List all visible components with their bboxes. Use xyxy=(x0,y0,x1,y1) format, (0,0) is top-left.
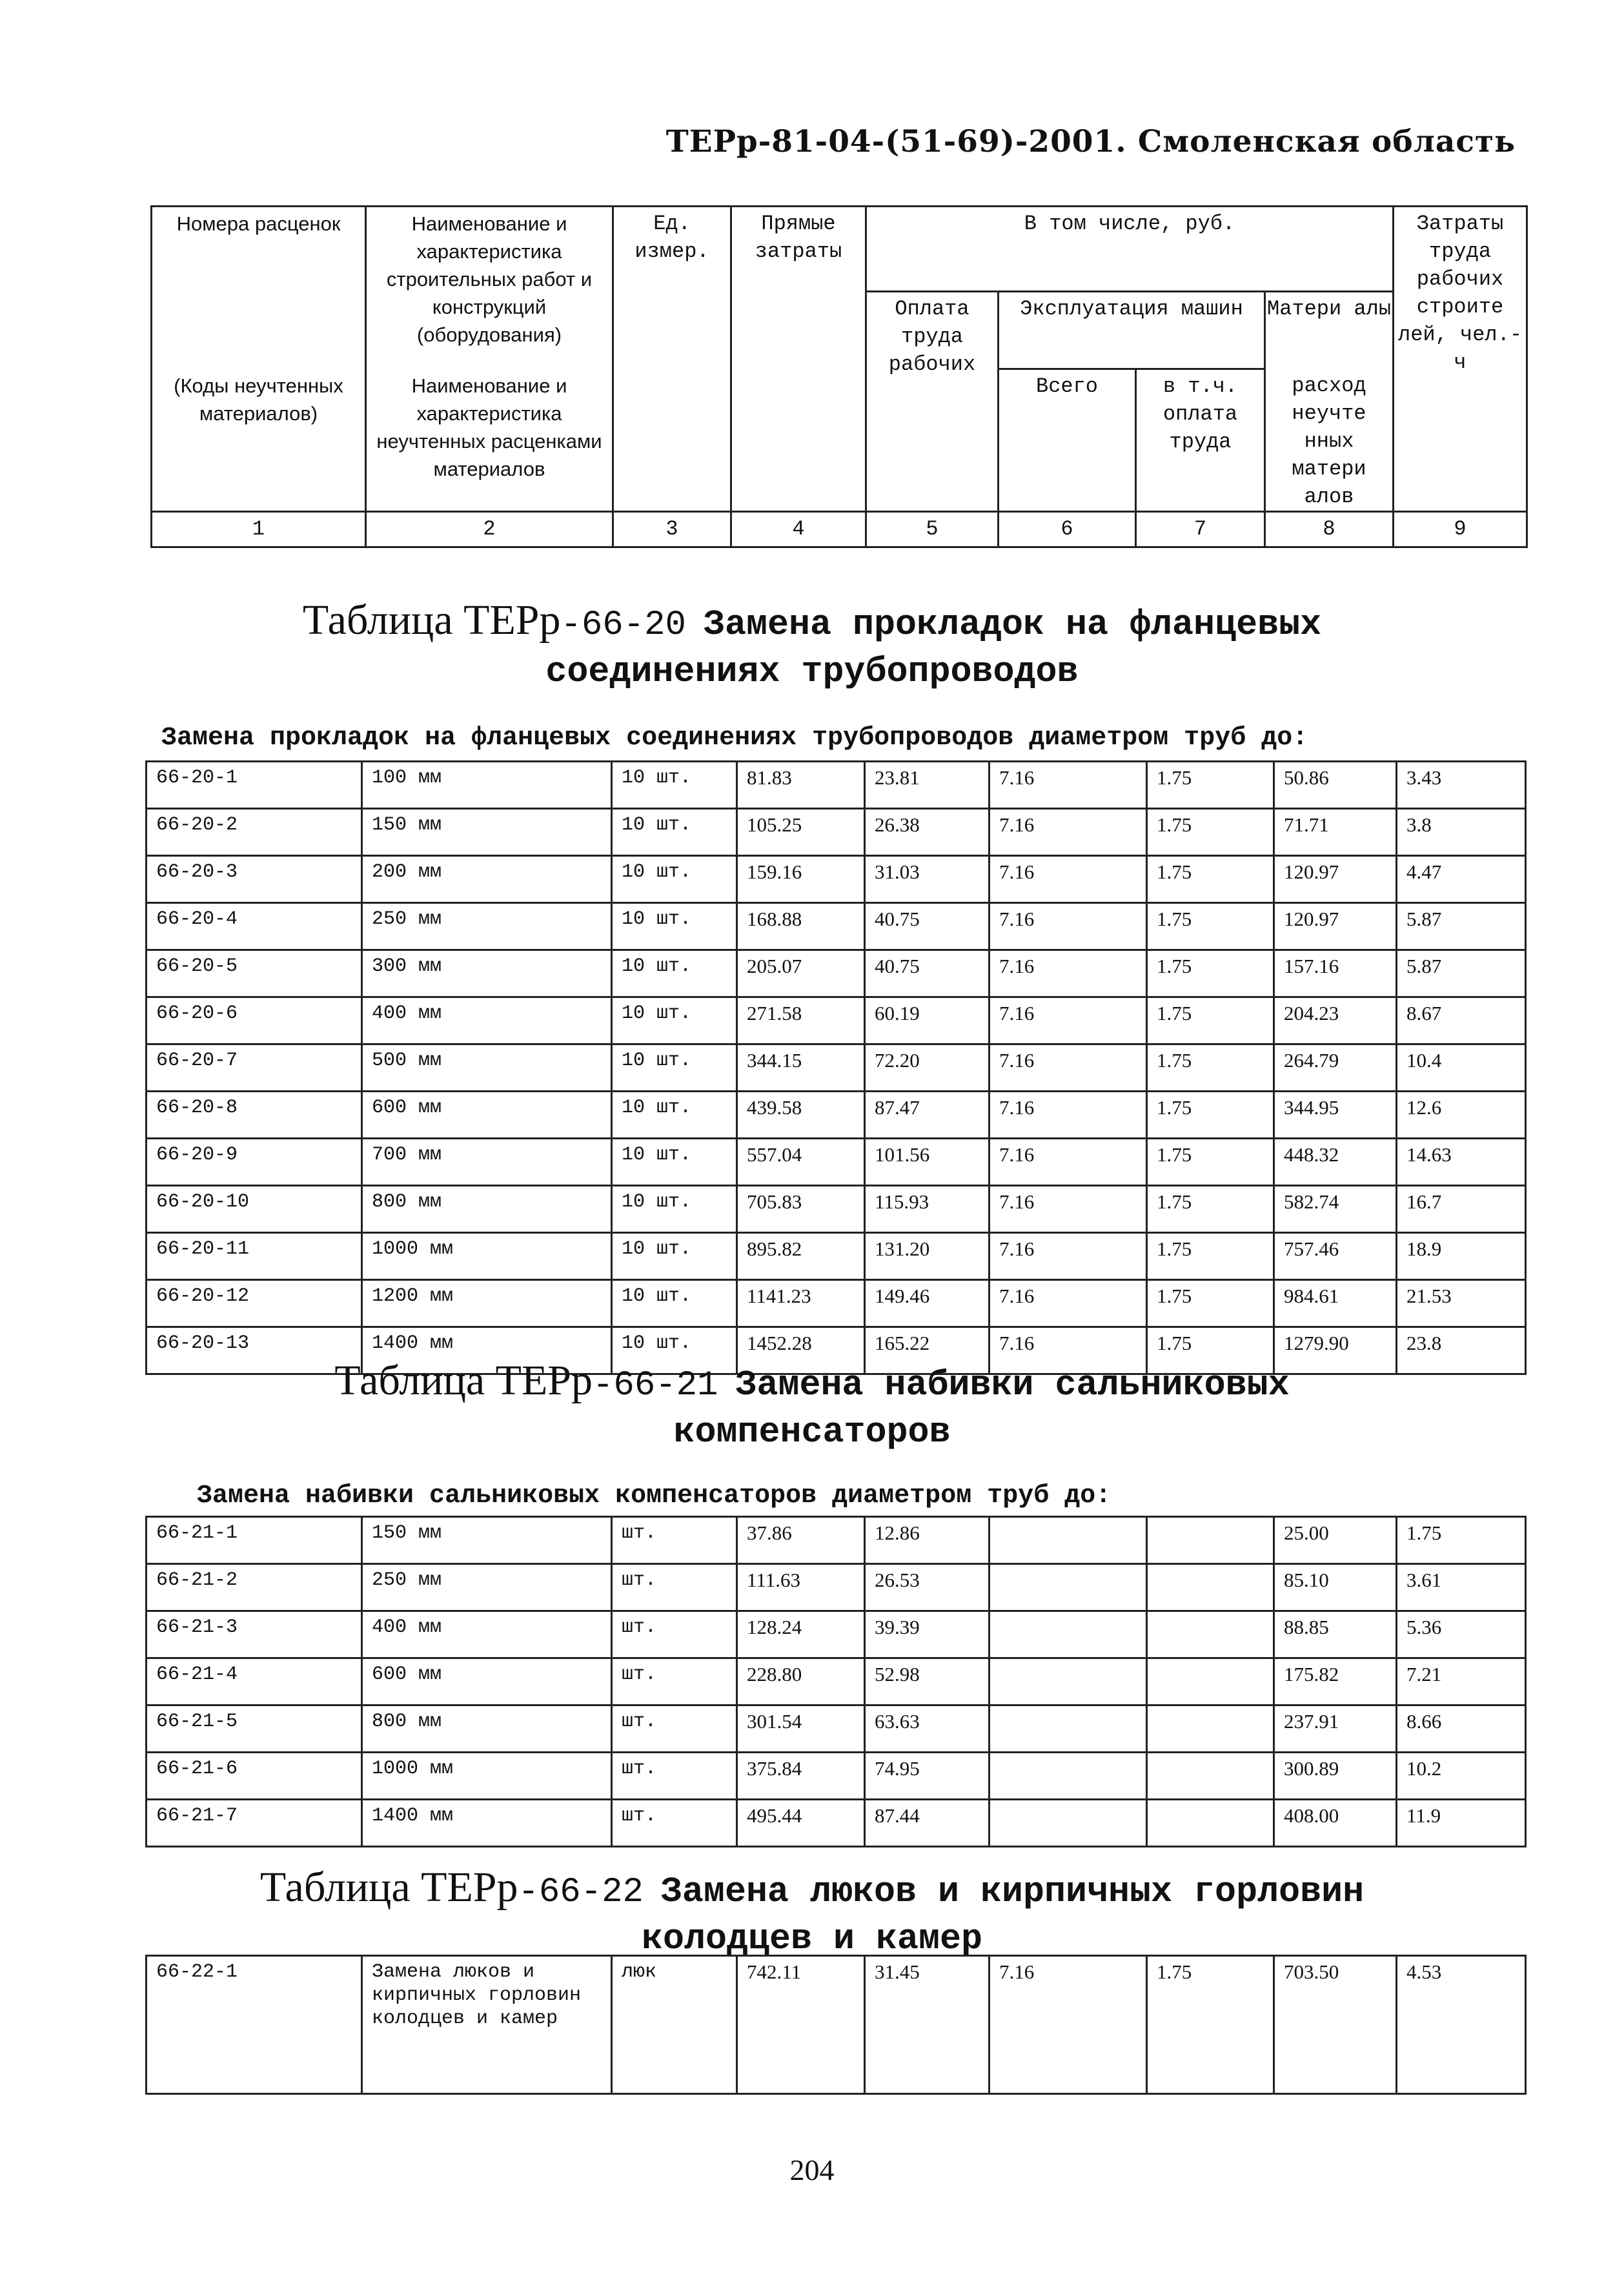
cell-labor: 63.63 xyxy=(865,1705,990,1753)
cell-labor: 165.22 xyxy=(865,1327,990,1374)
cell-labor: 39.39 xyxy=(865,1611,990,1658)
cell-hours: 1.75 xyxy=(1397,1517,1526,1564)
col-number: 7 xyxy=(1136,511,1265,547)
cell-mach-labor: 1.75 xyxy=(1147,1956,1274,2094)
cell-direct: 344.15 xyxy=(737,1044,865,1092)
table-row xyxy=(147,903,1526,950)
table-row xyxy=(147,1611,1526,1658)
cell-unit: 10 шт. xyxy=(612,809,737,856)
cell-hours: 10.2 xyxy=(1397,1753,1526,1800)
col-header-direct-costs: Прямые затраты xyxy=(731,207,866,512)
cell-labor: 23.81 xyxy=(865,762,990,809)
table-22-title xyxy=(0,1864,1624,1962)
col-number: 4 xyxy=(731,511,866,547)
cell-materials: 757.46 xyxy=(1274,1233,1397,1280)
cell-direct: 81.83 xyxy=(737,762,865,809)
cell-materials: 88.85 xyxy=(1274,1611,1397,1658)
cell-hours: 4.47 xyxy=(1397,856,1526,903)
col-header-labor-hours: Затраты труда рабочих строите лей, чел.-ч xyxy=(1394,207,1527,512)
table-22-title-code: -66-22 xyxy=(518,1873,644,1912)
cell-mach xyxy=(990,1753,1147,1800)
cell-name: 600 мм xyxy=(362,1092,612,1139)
cell-code: 66-21-7 xyxy=(147,1800,362,1847)
col-number: 1 xyxy=(152,511,366,547)
cell-mach-labor: 1.75 xyxy=(1147,1233,1274,1280)
table-20-title-text: Замена прокладок на фланцевых xyxy=(703,604,1322,645)
cell-materials: 408.00 xyxy=(1274,1800,1397,1847)
cell-hours: 5.87 xyxy=(1397,903,1526,950)
col-header-group: В том числе, руб. xyxy=(866,207,1394,292)
col-number: 8 xyxy=(1265,511,1394,547)
cell-mach-labor: 1.75 xyxy=(1147,1044,1274,1092)
cell-materials: 344.95 xyxy=(1274,1092,1397,1139)
col-header-materials: Матери алы xyxy=(1265,292,1394,369)
cell-code: 66-20-11 xyxy=(147,1233,362,1280)
cell-direct: 228.80 xyxy=(737,1658,865,1705)
cell-mach: 7.16 xyxy=(990,903,1147,950)
cell-unit: шт. xyxy=(612,1564,737,1611)
cell-unit: 10 шт. xyxy=(612,1233,737,1280)
cell-mach-labor: 1.75 xyxy=(1147,1139,1274,1186)
cell-direct: 105.25 xyxy=(737,809,865,856)
cell-labor: 26.53 xyxy=(865,1564,990,1611)
cell-code: 66-21-6 xyxy=(147,1753,362,1800)
cell-code: 66-21-2 xyxy=(147,1564,362,1611)
cell-mach: 7.16 xyxy=(990,1186,1147,1233)
cell-unit: 10 шт. xyxy=(612,903,737,950)
cell-labor: 131.20 xyxy=(865,1233,990,1280)
table-row xyxy=(147,1658,1526,1705)
cell-direct: 1141.23 xyxy=(737,1280,865,1327)
cell-materials: 582.74 xyxy=(1274,1186,1397,1233)
cell-materials: 703.50 xyxy=(1274,1956,1397,2094)
table-row xyxy=(147,1139,1526,1186)
table-row xyxy=(147,1705,1526,1753)
cell-labor: 72.20 xyxy=(865,1044,990,1092)
cell-materials: 1279.90 xyxy=(1274,1327,1397,1374)
cell-direct: 375.84 xyxy=(737,1753,865,1800)
cell-unit: 10 шт. xyxy=(612,1280,737,1327)
table-row xyxy=(147,809,1526,856)
cell-mach: 7.16 xyxy=(990,1233,1147,1280)
cell-name: 200 мм xyxy=(362,856,612,903)
cell-materials: 984.61 xyxy=(1274,1280,1397,1327)
cell-code: 66-20-10 xyxy=(147,1186,362,1233)
table-row xyxy=(147,1564,1526,1611)
cell-unit: шт. xyxy=(612,1517,737,1564)
cell-mach-labor: 1.75 xyxy=(1147,1280,1274,1327)
cell-mach-labor xyxy=(1147,1611,1274,1658)
cell-mach-labor: 1.75 xyxy=(1147,1327,1274,1374)
col-header-machines: Эксплуатация машин xyxy=(999,292,1265,369)
cell-mach: 7.16 xyxy=(990,997,1147,1044)
col-number: 6 xyxy=(999,511,1136,547)
table-row xyxy=(147,1753,1526,1800)
cell-labor: 52.98 xyxy=(865,1658,990,1705)
table-21-title-line2: компенсаторов xyxy=(673,1412,951,1452)
cell-direct: 271.58 xyxy=(737,997,865,1044)
cell-labor: 31.45 xyxy=(865,1956,990,2094)
cell-code: 66-20-7 xyxy=(147,1044,362,1092)
col-header-machines-labor: в т.ч. оплата труда xyxy=(1136,369,1265,512)
cell-direct: 159.16 xyxy=(737,856,865,903)
cell-unit: 10 шт. xyxy=(612,856,737,903)
cell-labor: 40.75 xyxy=(865,950,990,997)
table-row xyxy=(147,1280,1526,1327)
cell-unit: 10 шт. xyxy=(612,1139,737,1186)
cell-direct: 37.86 xyxy=(737,1517,865,1564)
cell-name: 150 мм xyxy=(362,809,612,856)
cell-materials: 448.32 xyxy=(1274,1139,1397,1186)
cell-direct: 1452.28 xyxy=(737,1327,865,1374)
cell-mach: 7.16 xyxy=(990,1139,1147,1186)
cell-direct: 495.44 xyxy=(737,1800,865,1847)
cell-hours: 12.6 xyxy=(1397,1092,1526,1139)
cell-mach-labor xyxy=(1147,1564,1274,1611)
cell-mach: 7.16 xyxy=(990,1280,1147,1327)
cell-code: 66-20-4 xyxy=(147,903,362,950)
cell-name: 250 мм xyxy=(362,903,612,950)
table-row xyxy=(147,1186,1526,1233)
cell-name: 1000 мм xyxy=(362,1753,612,1800)
table-21-title xyxy=(0,1358,1624,1456)
table-row xyxy=(147,762,1526,809)
cell-name: 800 мм xyxy=(362,1186,612,1233)
cell-mach: 7.16 xyxy=(990,1044,1147,1092)
cell-hours: 5.36 xyxy=(1397,1611,1526,1658)
table-20 xyxy=(145,760,1527,1375)
cell-materials: 50.86 xyxy=(1274,762,1397,809)
cell-name: 1400 мм xyxy=(362,1327,612,1374)
cell-mach: 7.16 xyxy=(990,856,1147,903)
table-22-title-prefix: Таблица ТЕРр xyxy=(259,1864,518,1911)
cell-materials: 204.23 xyxy=(1274,997,1397,1044)
col-header-labor-pay: Оплата труда рабочих xyxy=(866,292,999,512)
cell-name: 1200 мм xyxy=(362,1280,612,1327)
cell-name: 500 мм xyxy=(362,1044,612,1092)
table-20-subtitle: Замена прокладок на фланцевых соединениях трубопроводов диаметром труб до: xyxy=(161,724,1308,753)
cell-unit: 10 шт. xyxy=(612,1186,737,1233)
cell-hours: 4.53 xyxy=(1397,1956,1526,2094)
cell-mach-labor: 1.75 xyxy=(1147,856,1274,903)
cell-code: 66-20-12 xyxy=(147,1280,362,1327)
table-21-title-code: -66-21 xyxy=(593,1366,718,1405)
cell-code: 66-21-5 xyxy=(147,1705,362,1753)
cell-hours: 8.66 xyxy=(1397,1705,1526,1753)
cell-name: 700 мм xyxy=(362,1139,612,1186)
cell-name: 400 мм xyxy=(362,997,612,1044)
table-20-title-code: -66-20 xyxy=(560,606,686,645)
cell-mach xyxy=(990,1800,1147,1847)
cell-mach-labor xyxy=(1147,1517,1274,1564)
cell-name: 1400 мм xyxy=(362,1800,612,1847)
cell-labor: 115.93 xyxy=(865,1186,990,1233)
cell-hours: 10.4 xyxy=(1397,1044,1526,1092)
cell-direct: 168.88 xyxy=(737,903,865,950)
cell-hours: 23.8 xyxy=(1397,1327,1526,1374)
cell-unit: 10 шт. xyxy=(612,1092,737,1139)
col-header-unaccounted-codes: (Коды неучтенных материалов) xyxy=(152,369,366,512)
cell-mach: 7.16 xyxy=(990,950,1147,997)
cell-unit: 10 шт. xyxy=(612,997,737,1044)
cell-code: 66-21-1 xyxy=(147,1517,362,1564)
cell-mach: 7.16 xyxy=(990,809,1147,856)
col-header-name: Наименование и характеристика строительных работ и конструкций (оборудования) xyxy=(366,207,613,369)
cell-mach-labor xyxy=(1147,1800,1274,1847)
cell-unit: шт. xyxy=(612,1611,737,1658)
cell-mach-labor: 1.75 xyxy=(1147,762,1274,809)
cell-direct: 705.83 xyxy=(737,1186,865,1233)
cell-mach xyxy=(990,1705,1147,1753)
cell-code: 66-22-1 xyxy=(147,1956,362,2094)
cell-hours: 11.9 xyxy=(1397,1800,1526,1847)
cell-labor: 149.46 xyxy=(865,1280,990,1327)
cell-materials: 71.71 xyxy=(1274,809,1397,856)
cell-code: 66-20-1 xyxy=(147,762,362,809)
cell-unit: шт. xyxy=(612,1705,737,1753)
cell-unit: шт. xyxy=(612,1753,737,1800)
cell-name: 400 мм xyxy=(362,1611,612,1658)
cell-direct: 128.24 xyxy=(737,1611,865,1658)
cell-materials: 120.97 xyxy=(1274,856,1397,903)
col-header-materials-consumption: расход неучте нных матери алов xyxy=(1265,369,1394,512)
cell-labor: 26.38 xyxy=(865,809,990,856)
cell-name: 150 мм xyxy=(362,1517,612,1564)
cell-direct: 205.07 xyxy=(737,950,865,997)
cell-hours: 5.87 xyxy=(1397,950,1526,997)
table-21-title-prefix: Таблица ТЕРр xyxy=(334,1357,593,1404)
cell-mach-labor xyxy=(1147,1705,1274,1753)
cell-direct: 301.54 xyxy=(737,1705,865,1753)
cell-name: 100 мм xyxy=(362,762,612,809)
cell-mach: 7.16 xyxy=(990,1956,1147,2094)
cell-materials: 237.91 xyxy=(1274,1705,1397,1753)
table-21-title-text: Замена набивки сальниковых xyxy=(735,1365,1290,1405)
cell-materials: 157.16 xyxy=(1274,950,1397,997)
cell-code: 66-20-2 xyxy=(147,809,362,856)
cell-labor: 101.56 xyxy=(865,1139,990,1186)
cell-hours: 3.61 xyxy=(1397,1564,1526,1611)
cell-name: 250 мм xyxy=(362,1564,612,1611)
table-20-title-line2: соединениях трубопроводов xyxy=(545,651,1079,692)
cell-mach xyxy=(990,1611,1147,1658)
table-22 xyxy=(145,1955,1527,2095)
table-row xyxy=(147,1092,1526,1139)
table-row xyxy=(147,856,1526,903)
cell-code: 66-20-6 xyxy=(147,997,362,1044)
cell-code: 66-21-3 xyxy=(147,1611,362,1658)
cell-direct: 557.04 xyxy=(737,1139,865,1186)
document-header: ТЕРр-81-04-(51-69)-2001. Смоленская область xyxy=(665,124,1516,159)
table-row xyxy=(147,1044,1526,1092)
cell-name: 800 мм xyxy=(362,1705,612,1753)
cell-name: Замена люков и кирпичных горловин колодцев и камер xyxy=(362,1956,612,2094)
cell-code: 66-20-13 xyxy=(147,1327,362,1374)
table-20-title xyxy=(0,597,1624,695)
cell-code: 66-20-3 xyxy=(147,856,362,903)
page-number: 204 xyxy=(789,2153,835,2186)
cell-hours: 7.21 xyxy=(1397,1658,1526,1705)
cell-name: 300 мм xyxy=(362,950,612,997)
col-number: 9 xyxy=(1394,511,1527,547)
cell-code: 66-20-5 xyxy=(147,950,362,997)
cell-labor: 60.19 xyxy=(865,997,990,1044)
cell-hours: 18.9 xyxy=(1397,1233,1526,1280)
cell-mach xyxy=(990,1564,1147,1611)
cell-hours: 3.8 xyxy=(1397,809,1526,856)
col-header-machines-total: Всего xyxy=(999,369,1136,512)
cell-name: 600 мм xyxy=(362,1658,612,1705)
table-row xyxy=(147,1233,1526,1280)
table-21 xyxy=(145,1516,1527,1847)
col-number: 2 xyxy=(366,511,613,547)
table-22-title-text: Замена люков и кирпичных горловин xyxy=(660,1871,1365,1912)
table-row xyxy=(147,1517,1526,1564)
column-header-table xyxy=(150,205,1528,548)
cell-labor: 12.86 xyxy=(865,1517,990,1564)
cell-hours: 21.53 xyxy=(1397,1280,1526,1327)
cell-unit: шт. xyxy=(612,1800,737,1847)
col-number: 5 xyxy=(866,511,999,547)
cell-materials: 85.10 xyxy=(1274,1564,1397,1611)
cell-mach-labor: 1.75 xyxy=(1147,903,1274,950)
cell-mach xyxy=(990,1517,1147,1564)
cell-hours: 16.7 xyxy=(1397,1186,1526,1233)
cell-code: 66-20-9 xyxy=(147,1139,362,1186)
cell-labor: 74.95 xyxy=(865,1753,990,1800)
cell-materials: 264.79 xyxy=(1274,1044,1397,1092)
col-number: 3 xyxy=(613,511,731,547)
table-row xyxy=(147,950,1526,997)
cell-materials: 25.00 xyxy=(1274,1517,1397,1564)
cell-unit: 10 шт. xyxy=(612,950,737,997)
cell-hours: 14.63 xyxy=(1397,1139,1526,1186)
cell-mach-labor: 1.75 xyxy=(1147,809,1274,856)
cell-direct: 111.63 xyxy=(737,1564,865,1611)
table-20-title-prefix: Таблица ТЕРр xyxy=(302,596,561,644)
cell-code: 66-20-8 xyxy=(147,1092,362,1139)
col-header-codes: Номера расценок xyxy=(152,207,366,369)
cell-mach-labor xyxy=(1147,1658,1274,1705)
cell-unit: люк xyxy=(612,1956,737,2094)
cell-labor: 87.44 xyxy=(865,1800,990,1847)
cell-labor: 31.03 xyxy=(865,856,990,903)
cell-mach-labor: 1.75 xyxy=(1147,950,1274,997)
table-row xyxy=(147,1800,1526,1847)
cell-materials: 120.97 xyxy=(1274,903,1397,950)
col-header-unaccounted-name: Наименование и характеристика неучтенных расценками материалов xyxy=(366,369,613,512)
cell-code: 66-21-4 xyxy=(147,1658,362,1705)
cell-unit: 10 шт. xyxy=(612,1044,737,1092)
col-header-unit: Ед. измер. xyxy=(613,207,731,512)
cell-materials: 300.89 xyxy=(1274,1753,1397,1800)
cell-direct: 895.82 xyxy=(737,1233,865,1280)
cell-mach-labor xyxy=(1147,1753,1274,1800)
table-21-subtitle: Замена набивки сальниковых компенсаторов диаметром труб до: xyxy=(197,1481,1111,1511)
cell-hours: 3.43 xyxy=(1397,762,1526,809)
cell-name: 1000 мм xyxy=(362,1233,612,1280)
cell-mach xyxy=(990,1658,1147,1705)
cell-materials: 175.82 xyxy=(1274,1658,1397,1705)
cell-direct: 439.58 xyxy=(737,1092,865,1139)
cell-mach-labor: 1.75 xyxy=(1147,1186,1274,1233)
cell-mach-labor: 1.75 xyxy=(1147,997,1274,1044)
cell-labor: 40.75 xyxy=(865,903,990,950)
cell-mach: 7.16 xyxy=(990,762,1147,809)
table-row xyxy=(147,1956,1526,2094)
table-22-title-line2: колодцев и камер xyxy=(641,1919,983,1959)
cell-hours: 8.67 xyxy=(1397,997,1526,1044)
cell-unit: 10 шт. xyxy=(612,762,737,809)
cell-labor: 87.47 xyxy=(865,1092,990,1139)
cell-mach: 7.16 xyxy=(990,1092,1147,1139)
cell-unit: шт. xyxy=(612,1658,737,1705)
cell-mach-labor: 1.75 xyxy=(1147,1092,1274,1139)
cell-unit: 10 шт. xyxy=(612,1327,737,1374)
cell-mach: 7.16 xyxy=(990,1327,1147,1374)
cell-direct: 742.11 xyxy=(737,1956,865,2094)
table-row xyxy=(147,997,1526,1044)
